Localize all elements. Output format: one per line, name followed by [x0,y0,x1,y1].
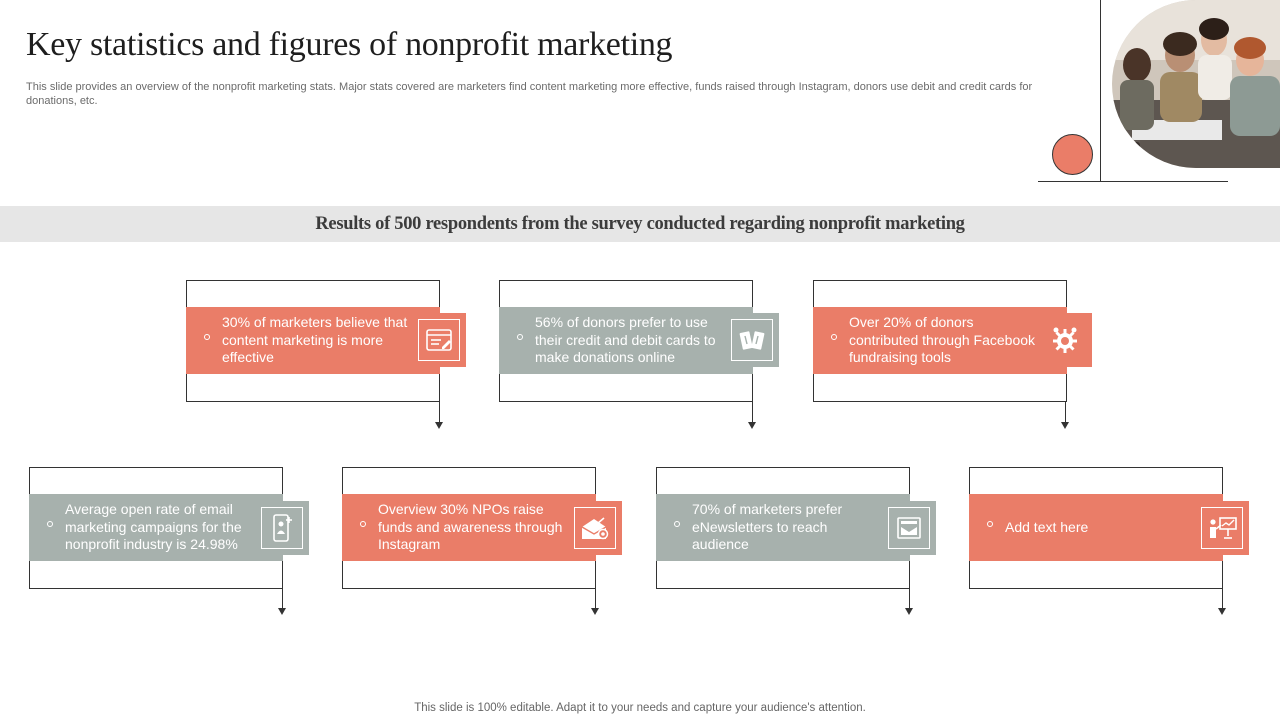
team-photo-image [1112,0,1280,168]
decor-horizontal-line [1038,181,1228,182]
bullet-icon [204,334,210,340]
bullet-icon [47,521,53,527]
presentation-icon [1195,501,1249,555]
arrow-down-icon [278,608,286,615]
arrow-down-icon [1061,422,1069,429]
stat-card-text: Add text here [1005,518,1089,535]
stat-card-text: 70% of marketers prefer eNewsletters to reach audience [692,501,843,553]
arrow-line [282,589,283,608]
webpage-edit-icon [412,313,466,367]
arrow-line [439,402,440,422]
slide-footer: This slide is 100% editable. Adapt it to your needs and capture your audience's attention. [414,702,866,714]
stat-card-2 [499,307,753,374]
stat-card-text: Over 20% of donors contributed through Facebook fundraising tools [849,314,1036,366]
email-growth-icon [568,501,622,555]
stat-card-6 [656,494,910,561]
arrow-down-icon [1218,608,1226,615]
arrow-down-icon [905,608,913,615]
bullet-icon [831,334,837,340]
stat-card-7 [969,494,1223,561]
arrow-down-icon [591,608,599,615]
stat-card-4 [29,494,283,561]
stat-card-text: Overview 30% NPOs raise funds and awareness through Instagram [378,501,563,553]
bullet-icon [517,334,523,340]
bullet-icon [360,521,366,527]
stat-card-3 [813,307,1067,374]
slide-title: Key statistics and figures of nonprofit marketing [26,26,673,63]
team-photo [1112,0,1280,168]
arrow-line [1065,402,1066,422]
stat-card-text: Average open rate of email marketing campaigns for the nonprofit industry is 24.98% [65,501,242,553]
arrow-down-icon [435,422,443,429]
mobile-user-icon [255,501,309,555]
survey-banner [0,206,1280,242]
slide-subtitle: This slide provides an overview of the nonprofit marketing stats. Major stats covered are marketers find content marketing more effective, funds raised through Instagram, donors use debit and credit cards for donations, etc. [26,81,1033,107]
arrow-line [752,402,753,422]
arrow-down-icon [748,422,756,429]
gear-people-icon [1038,313,1092,367]
decor-vertical-line [1100,0,1101,182]
decor-circle [1052,134,1093,175]
newsletter-icon [882,501,936,555]
banner-text: Results of 500 respondents from the survey conducted regarding nonprofit marketing [315,213,965,234]
cards-icon [725,313,779,367]
stat-card-text: 30% of marketers believe that content marketing is more effective [222,314,408,366]
arrow-line [1222,589,1223,608]
bullet-icon [987,521,993,527]
arrow-line [909,589,910,608]
bullet-icon [674,521,680,527]
stat-card-1 [186,307,440,374]
stat-card-5 [342,494,596,561]
arrow-line [595,589,596,608]
stat-card-text: 56% of donors prefer to use their credit and debit cards to make donations online [535,314,716,366]
